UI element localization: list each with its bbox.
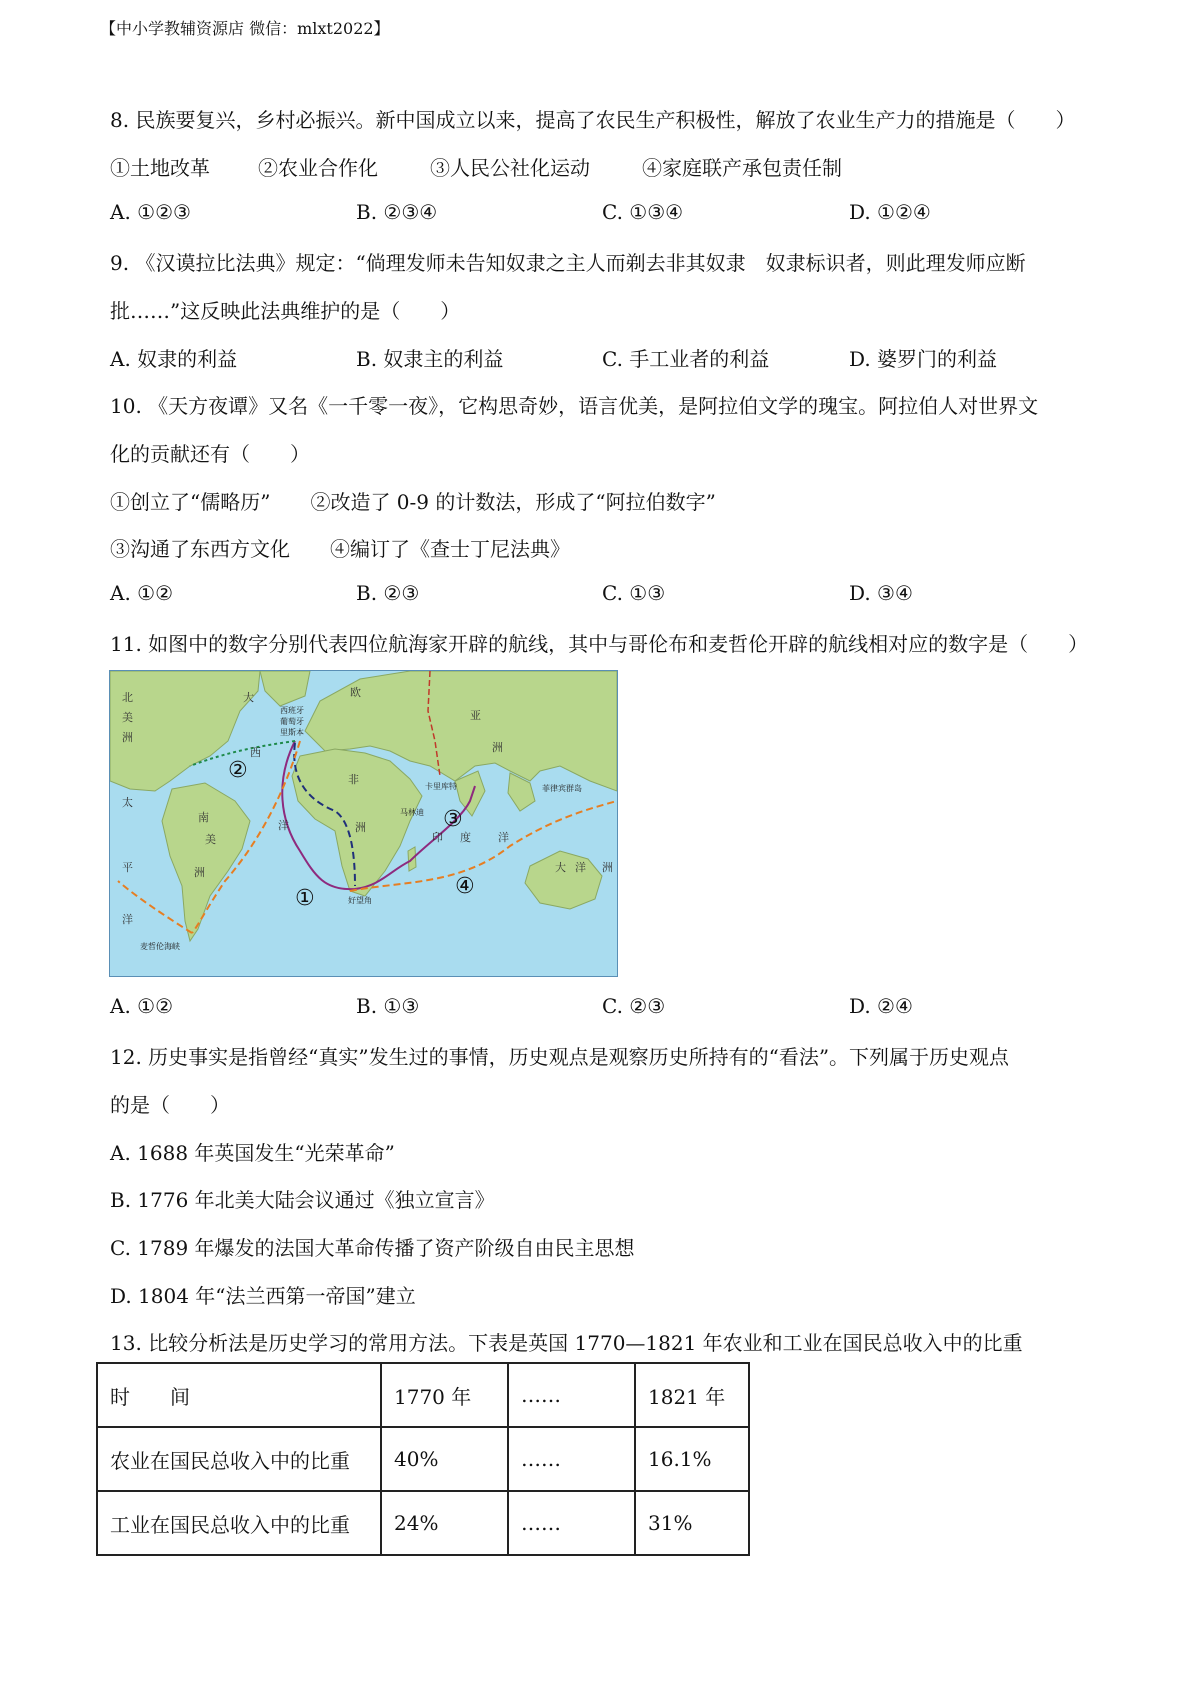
q10-items-line2: ③沟通了东西方文化 ④编订了《查士丁尼法典》 — [110, 537, 570, 561]
table-cell: 40% — [381, 1427, 508, 1491]
q10-items-line1: ①创立了“儒略历” ②改造了 0-9 的计数法，形成了“阿拉伯数字” — [110, 490, 716, 514]
map-label: 西 — [250, 746, 261, 759]
q10-option-b[interactable]: B. ②③ — [356, 581, 420, 605]
q12-stem-line1: 12. 历史事实是指曾经“真实”发生过的事情，历史观点是观察历史所持有的“看法”。下列属于历史观点 — [110, 1045, 1010, 1069]
map-label: 北 — [122, 691, 133, 704]
map-label: 美 — [205, 833, 216, 846]
q11-option-b[interactable]: B. ①③ — [356, 994, 420, 1018]
q8-item: ③人民公社化运动 — [430, 156, 590, 180]
map-label: 洲 — [355, 821, 366, 834]
map-place-label: 菲律宾群岛 — [542, 784, 582, 793]
map-label: 南 — [198, 811, 209, 824]
q12-option-c[interactable]: C. 1789 年爆发的法国大革命传播了资产阶级自由民主思想 — [110, 1236, 635, 1260]
q12-stem-line2: 的是（ ） — [110, 1093, 230, 1117]
table-cell: 时 间 — [97, 1363, 381, 1427]
map-label: 美 — [122, 711, 133, 724]
map-label: 洋 — [122, 913, 133, 926]
map-label: 洋 — [278, 819, 289, 832]
map-place-label: 马林迪 — [400, 808, 424, 817]
table-row — [97, 1363, 749, 1427]
q8-item: ②农业合作化 — [258, 156, 378, 180]
greenland-shape — [260, 671, 310, 706]
table-cell: 农业在国民总收入中的比重 — [97, 1427, 381, 1491]
q8-option-d[interactable]: D. ①②④ — [849, 200, 931, 224]
q11-option-d[interactable]: D. ②④ — [849, 994, 913, 1018]
watermark-header: 【中小学教辅资源店 微信：mlxt2022】 — [100, 19, 390, 38]
map-label: 欧 — [350, 686, 361, 699]
route-3-number: ③ — [443, 807, 463, 832]
map-label: 洋 — [498, 831, 509, 844]
q9-option-d[interactable]: D. 婆罗门的利益 — [849, 347, 998, 371]
q11-stem: 11. 如图中的数字分别代表四位航海家开辟的航线，其中与哥伦布和麦哲伦开辟的航线相对应的数字是（ ） — [110, 632, 1089, 656]
q8-option-b[interactable]: B. ②③④ — [356, 200, 438, 224]
map-place-label: 西班牙 — [280, 706, 304, 715]
q10-option-c[interactable]: C. ①③ — [602, 581, 666, 605]
table-cell: …… — [508, 1363, 635, 1427]
map-label: 平 — [122, 861, 133, 874]
q8-option-a[interactable]: A. ①②③ — [110, 200, 191, 224]
q8-stem: 8. 民族要复兴，乡村必振兴。新中国成立以来，提高了农民生产积极性，解放了农业生产力的措施是（ ） — [110, 108, 1076, 132]
table-cell: …… — [508, 1427, 635, 1491]
table-cell: 16.1% — [635, 1427, 749, 1491]
map-label: 洲 — [122, 731, 133, 744]
q9-stem-line1: 9. 《汉谟拉比法典》规定：“倘理发师未告知奴隶之主人而剃去非其奴隶 奴隶标识者，则此理发师应断 — [110, 251, 1026, 275]
q9-stem-line2: 批……”这反映此法典维护的是（ ） — [110, 299, 461, 323]
q13-stem: 13. 比较分析法是历史学习的常用方法。下表是英国 1770—1821 年农业和工业在国民总收入中的比重 — [110, 1331, 1023, 1355]
table-cell: 1821 年 — [635, 1363, 749, 1427]
table-cell: 24% — [381, 1491, 508, 1555]
route-2-number: ② — [228, 758, 248, 783]
australia-shape — [525, 851, 602, 909]
map-label: 度 — [460, 831, 471, 844]
q9-option-c[interactable]: C. 手工业者的利益 — [602, 347, 770, 371]
table-row — [97, 1427, 749, 1491]
map-place-label: 葡萄牙 — [280, 717, 304, 726]
map-place-label: 好望角 — [348, 896, 372, 905]
route-1-number: ① — [295, 886, 315, 911]
table-cell: 31% — [635, 1491, 749, 1555]
map-label: 太 — [122, 796, 133, 809]
map-label: 洲 — [492, 741, 503, 754]
q11-option-c[interactable]: C. ②③ — [602, 994, 666, 1018]
q9-option-b[interactable]: B. 奴隶主的利益 — [356, 347, 504, 371]
map-label: 洋 — [575, 861, 586, 874]
q12-option-b[interactable]: B. 1776 年北美大陆会议通过《独立宣言》 — [110, 1188, 495, 1212]
map-place-label: 卡里库特 — [425, 782, 457, 791]
q12-option-d[interactable]: D. 1804 年“法兰西第一帝国”建立 — [110, 1284, 416, 1308]
q11-option-a[interactable]: A. ①② — [110, 994, 174, 1018]
q10-stem-line1: 10. 《天方夜谭》又名《一千零一夜》，它构思奇妙，语言优美，是阿拉伯文学的瑰宝。阿拉伯人对世界文 — [110, 394, 1039, 418]
q10-stem-line2: 化的贡献还有（ ） — [110, 442, 310, 466]
map-label: 洲 — [194, 866, 205, 879]
table-cell: 工业在国民总收入中的比重 — [97, 1491, 381, 1555]
route-4-number: ④ — [455, 874, 475, 899]
table-cell: 1770 年 — [381, 1363, 508, 1427]
q12-option-a[interactable]: A. 1688 年英国发生“光荣革命” — [110, 1141, 395, 1165]
q10-option-a[interactable]: A. ①② — [110, 581, 174, 605]
q9-option-a[interactable]: A. 奴隶的利益 — [110, 347, 238, 371]
table-row — [97, 1491, 749, 1555]
voyage-route-map — [109, 670, 618, 977]
world-map-svg — [110, 671, 617, 976]
map-label: 亚 — [470, 709, 481, 722]
map-label: 印 — [432, 831, 443, 844]
south-america-shape — [162, 783, 250, 941]
map-label: 非 — [348, 773, 359, 786]
q10-option-d[interactable]: D. ③④ — [849, 581, 913, 605]
table-cell: …… — [508, 1491, 635, 1555]
income-share-table — [96, 1362, 750, 1556]
q8-option-c[interactable]: C. ①③④ — [602, 200, 684, 224]
map-place-label: 里斯本 — [280, 728, 304, 737]
q8-item: ①土地改革 — [110, 156, 210, 180]
map-label: 洲 — [602, 861, 613, 874]
map-label: 大 — [555, 861, 566, 874]
map-label: 大 — [243, 691, 254, 704]
map-place-label: 麦哲伦海峡 — [140, 942, 180, 951]
q8-item: ④家庭联产承包责任制 — [642, 156, 842, 180]
